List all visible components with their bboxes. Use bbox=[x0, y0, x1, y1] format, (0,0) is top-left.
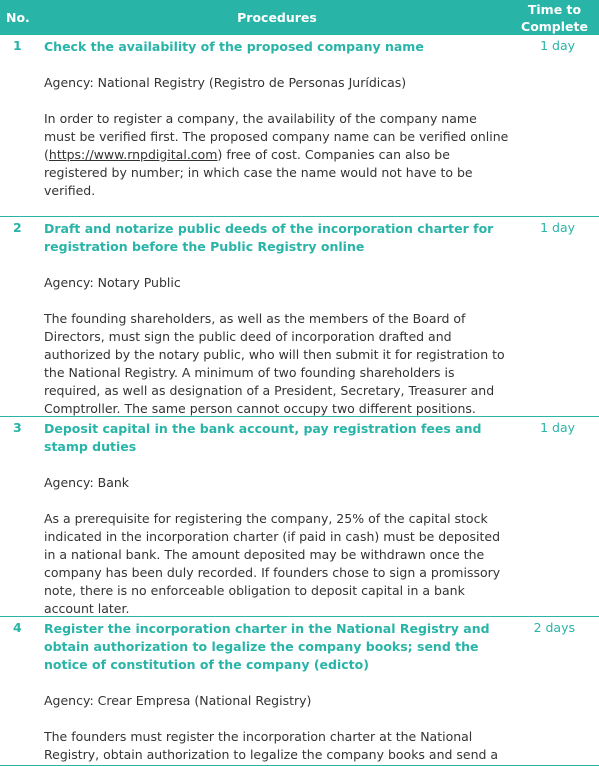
procedure-cell bbox=[44, 35, 510, 216]
procedure-description: As a prerequisite for registering the company, 25% of the capital stock indicated in the incorporation charter (if paid in cash) must be deposited in a national bank. The amount deposited may be withdrawn once the company has been duly recorded. If founders chose to sign a promissory note, there is no enforceable obligation to deposit capital in a bank account later. bbox=[44, 511, 501, 616]
procedure-title: Register the incorporation charter in the National Registry and obtain authorization to legalize the company books; send the notice of constitution of the company (edicto) bbox=[44, 621, 490, 672]
rnpdigital-link[interactable]: https://www.rnpdigital.com bbox=[48, 147, 218, 162]
procedure-cell bbox=[44, 617, 510, 765]
table-header bbox=[0, 0, 599, 35]
procedure-agency: Agency: Crear Empresa (National Registry) bbox=[44, 693, 312, 708]
table-row bbox=[0, 35, 599, 217]
time-to-complete: 1 day bbox=[540, 38, 575, 53]
row-number: 2 bbox=[13, 220, 22, 235]
procedure-description: The founding shareholders, as well as the members of the Board of Directors, must sign the public deed of incorporation drafted and authorized by the notary public, who will then submit it for registration to the National Registry. A minimum of two founding shareholders is required, as well as designation of a President, Secretary, Treasurer and Comptroller. The same person cannot occupy two different positions. bbox=[44, 311, 505, 416]
procedure-cell bbox=[44, 217, 510, 416]
row-number: 1 bbox=[13, 38, 22, 53]
table-row bbox=[0, 217, 599, 417]
row-number: 4 bbox=[13, 620, 22, 635]
procedure-title: Check the availability of the proposed company name bbox=[44, 39, 424, 54]
procedure-title: Draft and notarize public deeds of the incorporation charter for registration before the Public Registry online bbox=[44, 221, 494, 254]
time-to-complete: 1 day bbox=[540, 420, 575, 435]
time-to-complete: 1 day bbox=[540, 220, 575, 235]
table-row bbox=[0, 417, 599, 617]
procedure-agency: Agency: Notary Public bbox=[44, 275, 181, 290]
procedure-title: Deposit capital in the bank account, pay registration fees and stamp duties bbox=[44, 421, 482, 454]
header-procedures: Procedures bbox=[237, 10, 317, 25]
table-row bbox=[0, 617, 599, 766]
procedure-description bbox=[44, 110, 510, 200]
time-to-complete: 2 days bbox=[533, 620, 575, 635]
description-text: ) free of cost. Companies can also be registered by number; in which case the name would not have to be verified. bbox=[44, 147, 473, 198]
procedure-agency: Agency: National Registry (Registro de Personas Jurídicas) bbox=[44, 75, 407, 90]
procedure-description: The founders must register the incorporation charter at the National Registry, obtain authorization to legalize the company books and send a bbox=[44, 729, 499, 762]
row-number: 3 bbox=[13, 420, 22, 435]
description-text: In order to register a company, the availability of the company name must be verified first. The proposed company name can be verified online ( bbox=[44, 111, 509, 162]
procedure-cell bbox=[44, 417, 510, 616]
header-time: Time to Complete bbox=[521, 1, 588, 34]
header-no: No. bbox=[6, 10, 30, 25]
procedure-agency: Agency: Bank bbox=[44, 475, 130, 490]
